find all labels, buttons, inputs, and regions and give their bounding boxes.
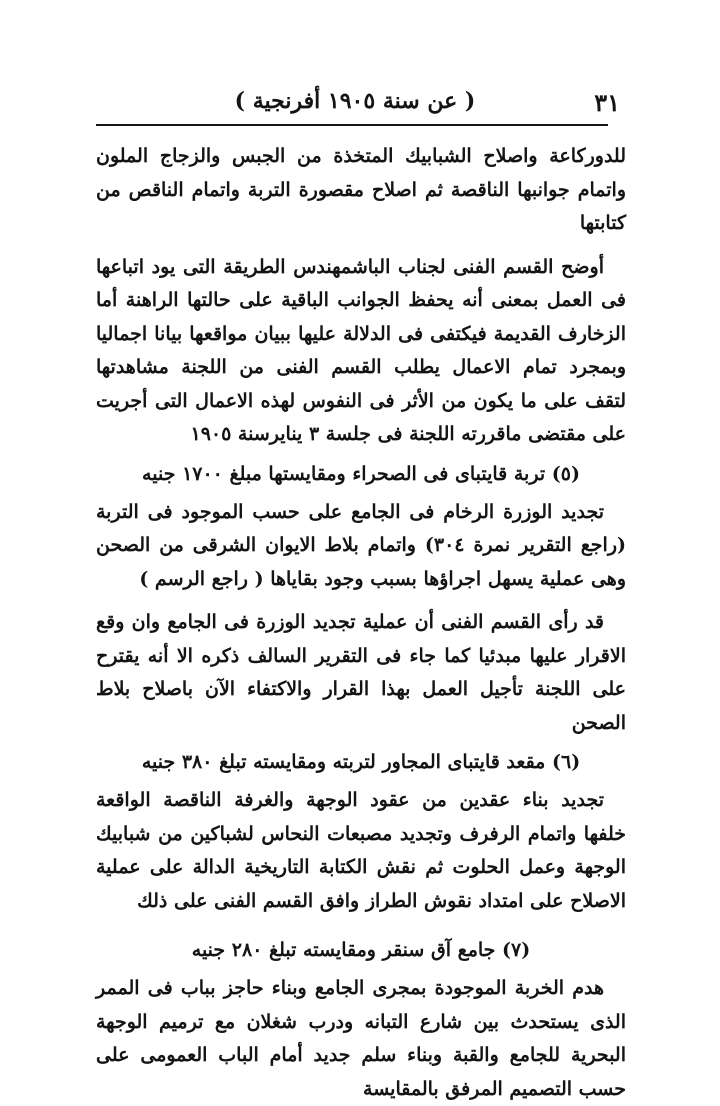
running-head: ( عن سنة ١٩٠٥ أفرنجية ): [234, 88, 476, 114]
intro-paragraph: للدوركاعة واصلاح الشبابيك المتخذة من الجبس والزجاج الملون واتمام جوانبها الناقصة ثم اصلاح مقصورة التربة واتمام الناقص من كتابتها: [96, 145, 626, 234]
paragraph-6: تجديد بناء عقدين من عقود الوجهة والغرفة الناقصة الواقعة خلفها واتمام الرفرف وتجديد مصبعات النحاس لشباكين من شبابيك الوجهة وعمل الحلوت ثم نقش الكتابة التاريخية الدالة على عملية الاصلاح على امتداد نقوش الطراز وافق القسم الفنى على ذلك: [96, 789, 626, 912]
paragraph-5a: تجديد الوزرة الرخام فى الجامع على حسب الموجود فى التربة (راجع التقرير نمرة ٣٠٤) واتمام بلاط الايوان الشرقى من الصحن وهى عملية يسهل اجراؤها بسبب وجود بقاياها ( راجع الرسم ): [96, 500, 626, 590]
page-number: ٣١: [594, 88, 620, 117]
paragraph-gap: [96, 596, 626, 606]
page-header: [100, 86, 620, 126]
section-heading-6: (٦) مقعد قايتباى المجاور لتربته ومقايسته تبلغ ٣٨٠ جنيه: [141, 751, 581, 773]
paragraph-gap: [96, 241, 626, 251]
body-text: [96, 140, 626, 1106]
section-heading-7: (٧) جامع آق سنقر ومقايسته تبلغ ٢٨٠ جنيه: [191, 939, 531, 961]
header-rule: [96, 124, 608, 126]
paragraph-technical-department: أوضح القسم الفنى لجناب الباشمهندس الطريقة التى يود اتباعها فى العمل بمعنى أنه يحفظ الجوانب الباقية على حالتها الراهنة أما الزخارف القديمة فيكتفى فى الدلالة عليها ببيان مواقعها بيانا اجماليا وبمجرد تمام الاعمال يطلب القسم الفنى من اللجنة مشاهدتها لتقف على ما يكون من الأثر فى النفوس لهذه الاعمال التى أجريت على مقتضى ماقررته اللجنة فى جلسة ٣ ينايرسنة ١٩٠٥: [96, 255, 626, 445]
paragraph-5b: قد رأى القسم الفنى أن عملية تجديد الوزرة فى الجامع وان وقع الاقرار عليها مبدئيا كما جاء فى التقرير السالف ذكره الا أنه يقترح على اللجنة تأجيل العمل بهذا القرار والاكتفاء الآن باصلاح بلاط الصحن: [96, 611, 626, 734]
section-heading-5: (٥) تربة قايتباى فى الصحراء ومقايستها مبلغ ١٧٠٠ جنيه: [142, 462, 580, 485]
paragraph-gap: [96, 918, 626, 928]
paragraph-7: هدم الخربة الموجودة بمجرى الجامع وبناء حاجز بباب فى الممر الذى يستحدث بين شارع التبانه ودرب شغلان مع ترميم الوجهة البحرية للجامع والقبة وبناء سلم جديد أمام الباب العمومى على حسب التصميم المرفق بالمقايسة: [96, 977, 626, 1100]
